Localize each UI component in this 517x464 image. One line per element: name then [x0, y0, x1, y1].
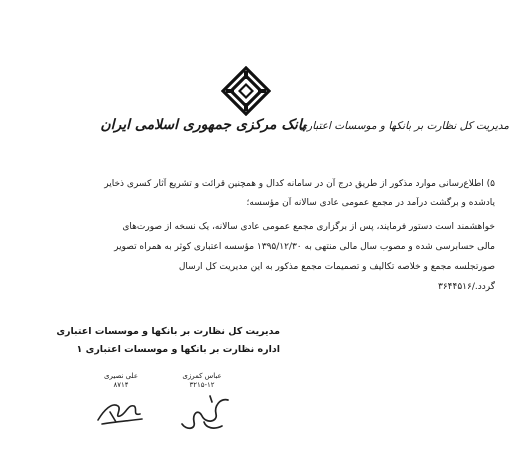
signer-right-code: ۳۲۱۵-۱۲ — [189, 381, 215, 389]
body-line-2: یادشده و برگشت درآمد در مجمع عمومی عادی سالانه آن مؤسسه؛ — [246, 198, 495, 208]
signature-office: اداره نظارت بر بانکها و موسسات اعتباری ۱ — [76, 344, 280, 355]
bank-logo-icon — [221, 66, 271, 116]
signer-left-code: ۸۷۱۴ — [113, 381, 129, 389]
body-line-6: گردد./۳۶۴۴۵۱۶ — [437, 282, 495, 292]
signature-left-icon — [90, 392, 150, 432]
body-line-4: مالی حسابرسی شده و مصوب سال مالی منتهی به ۱۳۹۵/۱۲/۳۰ مؤسسه اعتباری کوثر به همراه تصویر — [114, 242, 495, 252]
body-line-3: خواهشمند است دستور فرمایند، پس از برگزاری مجمع عمومی عادی سالانه، یک نسخه از صورت‌های — [122, 222, 495, 232]
body-line-5: صورتجلسه مجمع و خلاصه تکالیف و تصمیمات مجمع مذکور به این مدیریت کل ارسال — [178, 262, 495, 272]
bank-name: بانک مرکزی جمهوری اسلامی ایران — [100, 117, 306, 133]
signer-right-name: عباس کمرزی — [182, 372, 222, 380]
signature-right-icon — [176, 392, 234, 438]
department-title: مدیریت کل نظارت بر بانکها و موسسات اعتباری — [298, 120, 509, 132]
signature-department: مدیریت کل نظارت بر بانکها و موسسات اعتباری — [56, 326, 280, 337]
signer-left-name: علی نصیری — [103, 372, 139, 380]
body-line-1: ۵) اطلاع‌رسانی موارد مذکور از طریق درج آن در سامانه کدال و همچنین قرائت و تشریع آثار کسری ذخایر — [104, 179, 495, 189]
